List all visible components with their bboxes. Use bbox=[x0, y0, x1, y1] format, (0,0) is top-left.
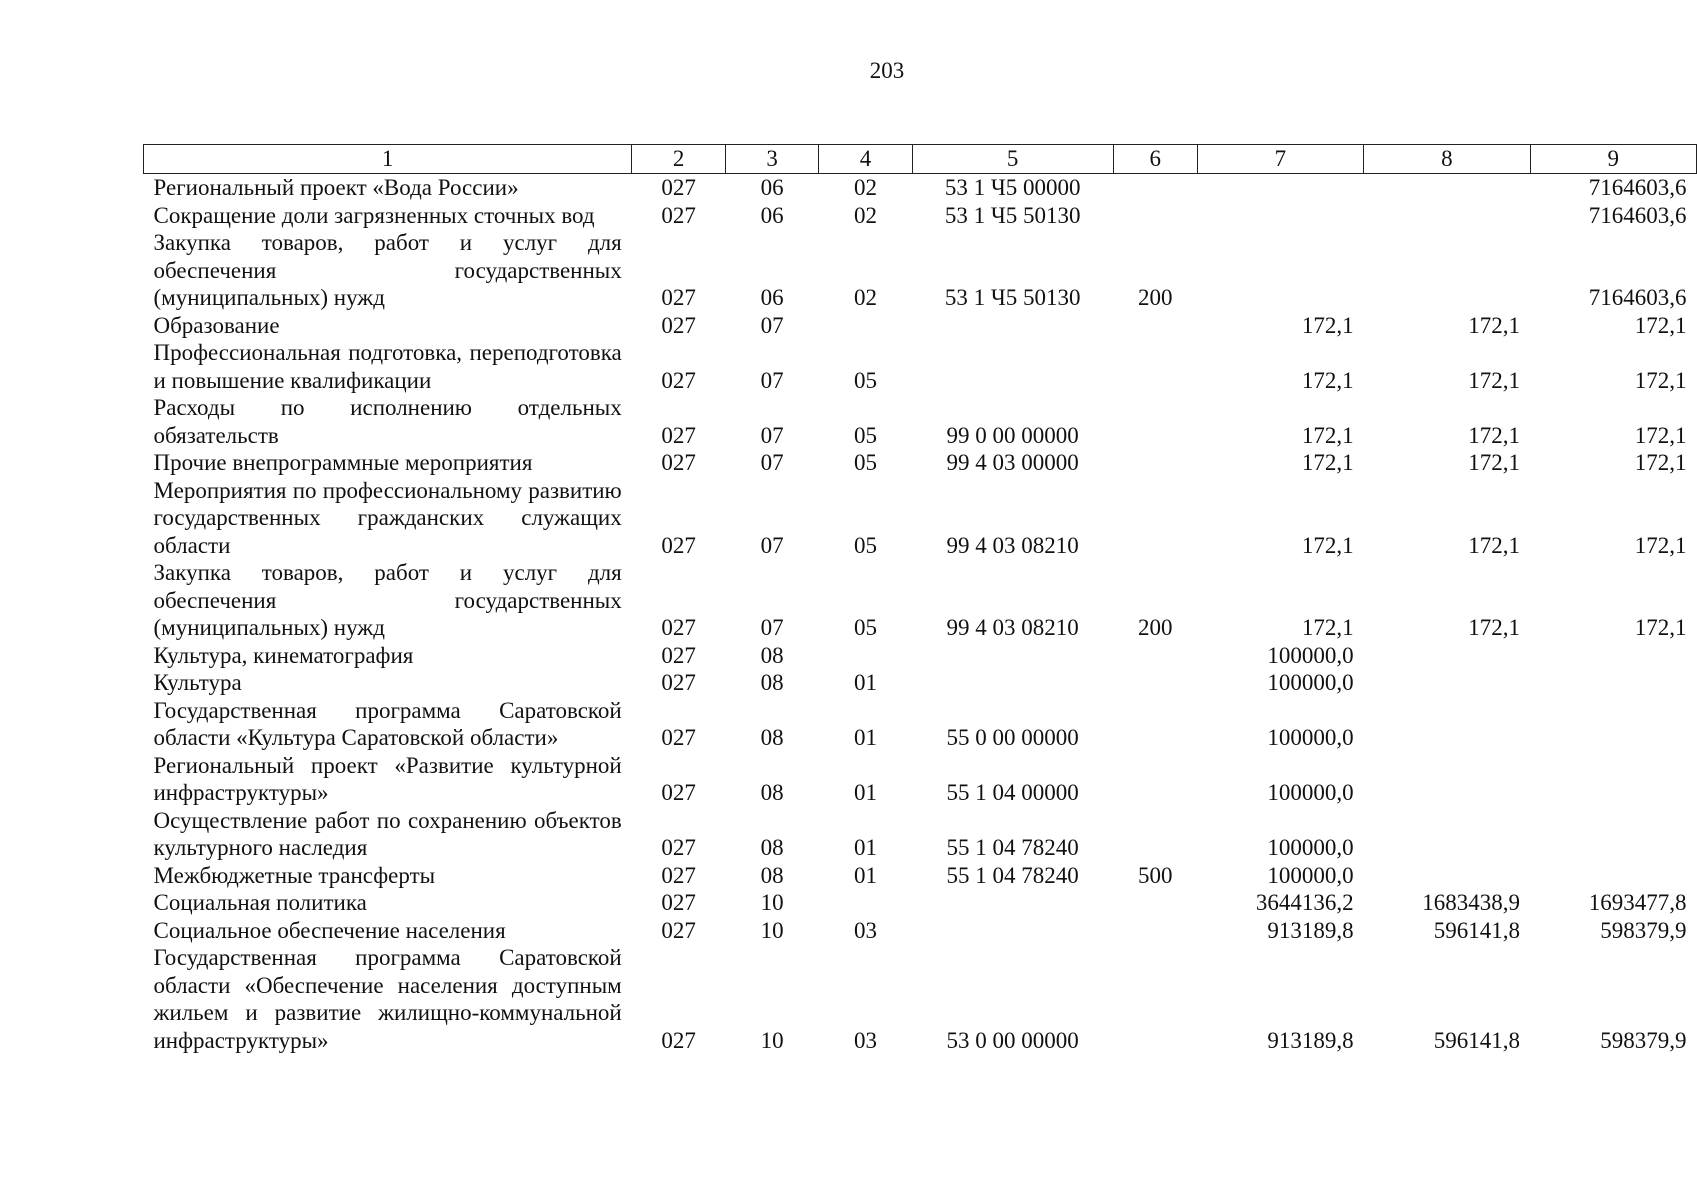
amount-col8: 172,1 bbox=[1468, 312, 1521, 338]
section-code: 07 bbox=[760, 450, 784, 475]
expense-type bbox=[1113, 339, 1197, 394]
section-code: 08 bbox=[760, 642, 784, 668]
target-article bbox=[912, 312, 1113, 340]
subsection-code: 05 bbox=[854, 367, 877, 393]
expense-type bbox=[1113, 642, 1197, 670]
amount-col8 bbox=[1364, 202, 1530, 230]
target-article bbox=[912, 339, 1113, 394]
kvsr-code: 027 bbox=[661, 615, 696, 640]
amount-col9: 7164603,6 bbox=[1588, 175, 1687, 200]
row-name: Социальная политика bbox=[153, 890, 367, 915]
target-article: 55 0 00 00000 bbox=[946, 725, 1079, 750]
kvsr-code: 027 bbox=[661, 917, 696, 943]
amount-col7: 100000,0 bbox=[1267, 670, 1354, 695]
amount-col8: 172,1 bbox=[1468, 532, 1521, 558]
column-header: 5 bbox=[912, 145, 1113, 174]
subsection-code: 03 bbox=[854, 1027, 877, 1053]
subsection-code: 05 bbox=[854, 615, 877, 640]
target-article: 99 4 03 08210 bbox=[946, 532, 1079, 558]
amount-col7: 100000,0 bbox=[1267, 725, 1354, 750]
column-header: 8 bbox=[1364, 145, 1530, 174]
subsection-code: 01 bbox=[854, 862, 877, 888]
section-code: 07 bbox=[760, 615, 784, 640]
subsection-code: 02 bbox=[854, 175, 877, 200]
kvsr-code: 027 bbox=[661, 890, 696, 915]
section-code: 08 bbox=[760, 835, 784, 860]
amount-col8 bbox=[1364, 807, 1530, 862]
table-row bbox=[144, 697, 1697, 752]
subsection-code: 03 bbox=[854, 917, 877, 943]
section-code: 08 bbox=[760, 670, 784, 695]
amount-col7 bbox=[1197, 229, 1363, 312]
amount-col7: 172,1 bbox=[1301, 422, 1354, 448]
subsection-code bbox=[819, 889, 912, 917]
expense-type bbox=[1113, 752, 1197, 807]
table-row bbox=[144, 889, 1697, 917]
section-code: 06 bbox=[760, 202, 784, 228]
column-header: 7 bbox=[1197, 145, 1363, 174]
table-body bbox=[144, 174, 1697, 1055]
amount-col7: 172,1 bbox=[1301, 615, 1354, 640]
amount-col9: 172,1 bbox=[1634, 312, 1687, 338]
subsection-code bbox=[819, 642, 912, 670]
kvsr-code: 027 bbox=[661, 642, 696, 668]
target-article: 55 1 04 78240 bbox=[946, 862, 1079, 888]
amount-col7: 172,1 bbox=[1301, 312, 1354, 338]
amount-col8: 596141,8 bbox=[1433, 917, 1521, 943]
amount-col8 bbox=[1364, 669, 1530, 697]
kvsr-code: 027 bbox=[661, 725, 696, 750]
row-name: Культура, кинематография bbox=[153, 642, 414, 668]
amount-col9 bbox=[1530, 697, 1696, 752]
row-name: Образование bbox=[153, 312, 280, 338]
amount-col8: 172,1 bbox=[1468, 450, 1521, 475]
amount-col7: 3644136,2 bbox=[1255, 890, 1354, 915]
amount-col8 bbox=[1364, 174, 1530, 202]
target-article bbox=[912, 669, 1113, 697]
expense-type bbox=[1113, 944, 1197, 1054]
amount-col8 bbox=[1364, 229, 1530, 312]
target-article: 55 1 04 78240 bbox=[946, 835, 1079, 860]
subsection-code: 02 bbox=[854, 202, 877, 228]
table-row bbox=[144, 752, 1697, 807]
expense-type bbox=[1113, 669, 1197, 697]
amount-col7: 172,1 bbox=[1301, 532, 1354, 558]
expense-type bbox=[1113, 312, 1197, 340]
target-article: 53 1 Ч5 50130 bbox=[944, 285, 1081, 310]
target-article: 53 0 00 00000 bbox=[946, 1027, 1079, 1053]
expense-type bbox=[1113, 449, 1197, 477]
target-article bbox=[912, 889, 1113, 917]
table-row bbox=[144, 944, 1697, 1054]
amount-col7: 172,1 bbox=[1301, 367, 1354, 393]
table-row bbox=[144, 339, 1697, 394]
amount-col7: 913189,8 bbox=[1267, 917, 1354, 943]
amount-col8 bbox=[1364, 862, 1530, 890]
amount-col7: 100000,0 bbox=[1267, 780, 1354, 805]
target-article bbox=[912, 917, 1113, 945]
section-code: 07 bbox=[760, 422, 784, 448]
subsection-code bbox=[819, 312, 912, 340]
amount-col9: 172,1 bbox=[1634, 615, 1687, 640]
expense-type bbox=[1113, 917, 1197, 945]
row-name: Мероприятия по профессиональному развитию государственных гражданских служащих области bbox=[153, 477, 622, 558]
amount-col9 bbox=[1530, 862, 1696, 890]
section-code: 08 bbox=[760, 725, 784, 750]
row-name: Осуществление работ по сохранению объектов культурного наследия bbox=[153, 807, 622, 860]
amount-col9: 172,1 bbox=[1634, 532, 1687, 558]
column-header: 2 bbox=[632, 145, 726, 174]
target-article: 53 1 Ч5 50130 bbox=[944, 202, 1081, 228]
row-name: Межбюджетные трансферты bbox=[153, 862, 436, 888]
row-name: Закупка товаров, работ и услуг для обеспечения государственных (муниципальных) нужд bbox=[153, 230, 622, 310]
section-code: 06 bbox=[760, 285, 784, 310]
subsection-code: 05 bbox=[854, 450, 877, 475]
amount-col9 bbox=[1530, 669, 1696, 697]
amount-col7 bbox=[1197, 202, 1363, 230]
amount-col9: 7164603,6 bbox=[1588, 285, 1687, 310]
column-header: 3 bbox=[725, 145, 818, 174]
table-header bbox=[144, 145, 1697, 174]
budget-table bbox=[143, 144, 1697, 1054]
column-header: 4 bbox=[819, 145, 912, 174]
kvsr-code: 027 bbox=[661, 1027, 696, 1053]
section-code: 06 bbox=[760, 175, 784, 200]
amount-col8: 172,1 bbox=[1468, 422, 1521, 448]
target-article: 99 4 03 08210 bbox=[946, 615, 1079, 640]
amount-col7: 100000,0 bbox=[1267, 642, 1354, 668]
header-row bbox=[144, 145, 1697, 174]
row-name: Закупка товаров, работ и услуг для обеспечения государственных (муниципальных) нужд bbox=[153, 560, 622, 640]
table-row bbox=[144, 174, 1697, 202]
subsection-code: 02 bbox=[854, 285, 877, 310]
subsection-code: 01 bbox=[854, 670, 877, 695]
table-row bbox=[144, 862, 1697, 890]
target-article bbox=[912, 642, 1113, 670]
kvsr-code: 027 bbox=[661, 835, 696, 860]
table-row bbox=[144, 642, 1697, 670]
kvsr-code: 027 bbox=[661, 862, 696, 888]
kvsr-code: 027 bbox=[661, 670, 696, 695]
amount-col9: 7164603,6 bbox=[1588, 202, 1687, 228]
amount-col8: 172,1 bbox=[1468, 367, 1521, 393]
subsection-code: 01 bbox=[854, 835, 877, 860]
table-row bbox=[144, 669, 1697, 697]
amount-col9 bbox=[1530, 642, 1696, 670]
row-name: Региональный проект «Вода России» bbox=[153, 175, 519, 200]
table-row bbox=[144, 229, 1697, 312]
amount-col7: 100000,0 bbox=[1267, 835, 1354, 860]
amount-col9: 598379,9 bbox=[1600, 917, 1687, 943]
kvsr-code: 027 bbox=[661, 422, 696, 448]
column-header: 1 bbox=[144, 145, 632, 174]
table-row bbox=[144, 312, 1697, 340]
kvsr-code: 027 bbox=[661, 532, 696, 558]
expense-type bbox=[1113, 697, 1197, 752]
table-row bbox=[144, 807, 1697, 862]
kvsr-code: 027 bbox=[661, 175, 696, 200]
amount-col9 bbox=[1530, 752, 1696, 807]
amount-col7: 913189,8 bbox=[1267, 1027, 1354, 1053]
amount-col8 bbox=[1364, 752, 1530, 807]
column-header: 6 bbox=[1113, 145, 1197, 174]
expense-type: 200 bbox=[1137, 615, 1173, 640]
section-code: 08 bbox=[760, 862, 784, 888]
kvsr-code: 027 bbox=[661, 367, 696, 393]
row-name: Государственная программа Саратовской области «Культура Саратовской области» bbox=[153, 697, 622, 750]
table-row bbox=[144, 449, 1697, 477]
amount-col8: 1683438,9 bbox=[1422, 890, 1521, 915]
expense-type bbox=[1113, 477, 1197, 560]
subsection-code: 05 bbox=[854, 532, 877, 558]
target-article: 99 4 03 00000 bbox=[946, 450, 1079, 475]
expense-type: 200 bbox=[1137, 285, 1173, 310]
amount-col9: 172,1 bbox=[1634, 367, 1687, 393]
table-row bbox=[144, 917, 1697, 945]
subsection-code: 05 bbox=[854, 422, 877, 448]
subsection-code: 01 bbox=[854, 725, 877, 750]
amount-col8: 172,1 bbox=[1468, 615, 1521, 640]
expense-type bbox=[1113, 174, 1197, 202]
row-name: Региональный проект «Развитие культурной инфраструктуры» bbox=[153, 752, 622, 805]
section-code: 08 bbox=[760, 780, 784, 805]
row-name: Сокращение доли загрязненных сточных вод bbox=[153, 202, 595, 228]
expense-type bbox=[1113, 807, 1197, 862]
amount-col7: 100000,0 bbox=[1267, 862, 1354, 888]
amount-col9: 1693477,8 bbox=[1588, 890, 1687, 915]
table-row bbox=[144, 559, 1697, 642]
row-name: Расходы по исполнению отдельных обязательств bbox=[153, 395, 622, 448]
row-name: Социальное обеспечение населения bbox=[153, 917, 506, 943]
amount-col7: 172,1 bbox=[1301, 450, 1354, 475]
column-header: 9 bbox=[1530, 145, 1696, 174]
amount-col7 bbox=[1197, 174, 1363, 202]
target-article: 99 0 00 00000 bbox=[946, 422, 1079, 448]
kvsr-code: 027 bbox=[661, 312, 696, 338]
subsection-code: 01 bbox=[854, 780, 877, 805]
amount-col9 bbox=[1530, 807, 1696, 862]
table-row bbox=[144, 394, 1697, 449]
kvsr-code: 027 bbox=[661, 780, 696, 805]
row-name: Прочие внепрограммные мероприятия bbox=[153, 450, 533, 475]
section-code: 10 bbox=[760, 1027, 784, 1053]
amount-col9: 172,1 bbox=[1634, 422, 1687, 448]
expense-type bbox=[1113, 889, 1197, 917]
expense-type: 500 bbox=[1137, 862, 1173, 888]
expense-type bbox=[1113, 394, 1197, 449]
kvsr-code: 027 bbox=[661, 450, 696, 475]
target-article: 53 1 Ч5 00000 bbox=[944, 175, 1081, 200]
section-code: 07 bbox=[760, 532, 784, 558]
kvsr-code: 027 bbox=[661, 202, 696, 228]
table-row bbox=[144, 202, 1697, 230]
amount-col9: 598379,9 bbox=[1600, 1027, 1687, 1053]
table-row bbox=[144, 477, 1697, 560]
section-code: 07 bbox=[760, 367, 784, 393]
section-code: 07 bbox=[760, 312, 784, 338]
amount-col9: 172,1 bbox=[1634, 450, 1687, 475]
expense-type bbox=[1113, 202, 1197, 230]
section-code: 10 bbox=[760, 890, 784, 915]
target-article: 55 1 04 00000 bbox=[946, 780, 1079, 805]
amount-col8: 596141,8 bbox=[1433, 1027, 1521, 1053]
amount-col8 bbox=[1364, 697, 1530, 752]
row-name: Профессиональная подготовка, переподготовка и повышение квалификации bbox=[153, 340, 622, 393]
row-name: Культура bbox=[153, 670, 242, 695]
page-number: 203 bbox=[869, 58, 905, 83]
section-code: 10 bbox=[760, 917, 784, 943]
row-name: Государственная программа Саратовской области «Обеспечение населения доступным жильем и развитие жилищно-коммунальной инфраструктуры» bbox=[153, 945, 622, 1053]
amount-col8 bbox=[1364, 642, 1530, 670]
kvsr-code: 027 bbox=[661, 285, 696, 310]
